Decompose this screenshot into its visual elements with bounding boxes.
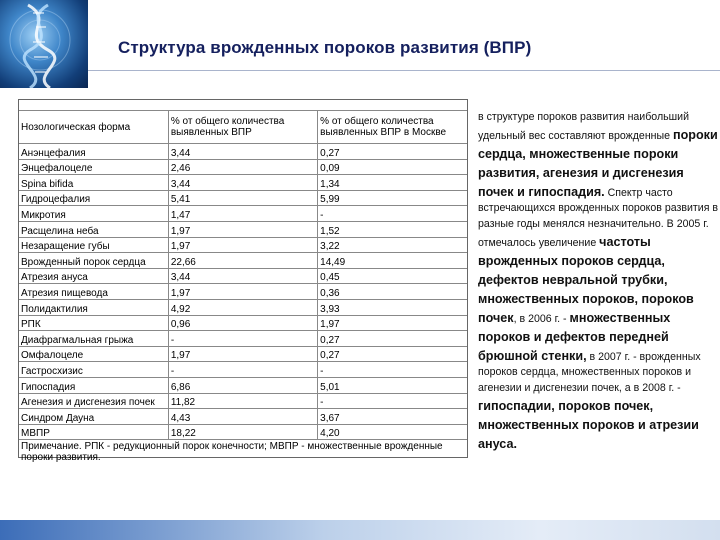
cell-percent-total: 1,97 — [168, 346, 317, 362]
table-row — [19, 377, 467, 393]
cell-percent-total: - — [168, 331, 317, 347]
table-row — [19, 424, 467, 440]
cell-percent-total: 11,82 — [168, 393, 317, 409]
cell-nosology: Атрезия пищевода — [19, 284, 168, 300]
cell-nosology: Омфалоцеле — [19, 346, 168, 362]
cell-percent-moscow: 0,27 — [318, 331, 467, 347]
cell-percent-moscow: 0,27 — [318, 346, 467, 362]
cell-nosology: Агенезия и дисгенезия почек — [19, 393, 168, 409]
cell-percent-total: 1,97 — [168, 221, 317, 237]
cell-percent-moscow: 14,49 — [318, 253, 467, 269]
table-row — [19, 253, 467, 269]
cell-nosology: Диафрагмальная грыжа — [19, 331, 168, 347]
cell-percent-total: 2,46 — [168, 159, 317, 175]
table-row — [19, 221, 467, 237]
cell-percent-moscow: 0,45 — [318, 268, 467, 284]
slide-title: Структура врожденных пороков развития (ВПР) — [118, 38, 532, 57]
cell-percent-total: 1,97 — [168, 284, 317, 300]
cell-percent-total: - — [168, 362, 317, 378]
cell-percent-total: 3,44 — [168, 175, 317, 191]
side-text-part: , в 2006 г. - — [513, 312, 570, 325]
cell-nosology: Синдром Дауна — [19, 409, 168, 425]
title-divider — [88, 70, 720, 71]
side-text-bold: гипоспадии, пороков почек, множественных пороков и атрезии ануса. — [478, 399, 699, 452]
cell-nosology: Расщелина неба — [19, 221, 168, 237]
cell-percent-moscow: 1,52 — [318, 221, 467, 237]
cell-nosology: Микротия — [19, 206, 168, 222]
cell-percent-total: 3,44 — [168, 144, 317, 160]
table-note: Примечание. РПК - редукционный порок конечности; МВПР - множественные врожденные пороки развития. — [21, 441, 443, 464]
table-empty-row — [19, 100, 467, 111]
cell-percent-moscow: 4,20 — [318, 424, 467, 440]
cell-nosology: Гастросхизис — [19, 362, 168, 378]
cell-percent-moscow: - — [318, 362, 467, 378]
dna-helix-icon — [0, 0, 88, 88]
cell-nosology: МВПР — [19, 424, 168, 440]
cell-percent-total: 6,86 — [168, 377, 317, 393]
cell-nosology: Гипоспадия — [19, 377, 168, 393]
data-table — [19, 100, 467, 467]
table-row — [19, 268, 467, 284]
cell-percent-total: 1,97 — [168, 237, 317, 253]
table-note-row — [19, 440, 467, 468]
table-row — [19, 409, 467, 425]
cell-nosology: Врожденный порок сердца — [19, 253, 168, 269]
footer-bar — [0, 520, 720, 540]
table-row — [19, 393, 467, 409]
cell-percent-moscow: 3,22 — [318, 237, 467, 253]
malformation-table — [18, 99, 468, 464]
table-row — [19, 144, 467, 160]
header-percent-moscow: % от общего количества выявленных ВПР в Москве — [318, 111, 467, 144]
cell-percent-total: 1,47 — [168, 206, 317, 222]
side-text-bold: множественных пороков и дефектов передней брюшной стенки, — [478, 310, 671, 363]
table-row — [19, 237, 467, 253]
table-row — [19, 206, 467, 222]
cell-nosology: Энцефалоцеле — [19, 159, 168, 175]
cell-percent-moscow: 0,27 — [318, 144, 467, 160]
cell-nosology: Spina bifida — [19, 175, 168, 191]
side-text-part: Спектр часто встречающихся врожденных пороков развития в разные годы менялся незначительно. В 2005 г. отмечалось увеличение — [478, 186, 719, 250]
table-row — [19, 175, 467, 191]
cell-nosology: Незаращение губы — [19, 237, 168, 253]
cell-percent-moscow: 0,36 — [318, 284, 467, 300]
table-row — [19, 346, 467, 362]
cell-nosology: Гидроцефалия — [19, 190, 168, 206]
side-text-bold: частоты врожденных пороков сердца, дефектов невральной трубки, множественных пороков, пороков почек — [478, 235, 694, 325]
cell-percent-moscow: - — [318, 393, 467, 409]
cell-percent-moscow: 0,09 — [318, 159, 467, 175]
side-text-bold: пороки сердца, множественные пороки развития, агенезия и дисгенезия почек и гипоспадия. — [478, 127, 718, 199]
dna-logo-image — [0, 0, 88, 88]
cell-percent-total: 4,92 — [168, 299, 317, 315]
cell-percent-moscow: 5,99 — [318, 190, 467, 206]
cell-percent-moscow: 3,93 — [318, 299, 467, 315]
side-text-part: в 2007 г. - врожденных пороков сердца, множественных пороков и агенезии и дисгенезии почек, а в 2008 г. - — [478, 350, 701, 395]
cell-nosology: Анэнцефалия — [19, 144, 168, 160]
header-nosology: Нозологическая форма — [19, 111, 168, 144]
table-row — [19, 331, 467, 347]
cell-percent-moscow: 1,34 — [318, 175, 467, 191]
cell-percent-total: 0,96 — [168, 315, 317, 331]
cell-percent-moscow: 5,01 — [318, 377, 467, 393]
side-text — [478, 110, 720, 454]
cell-percent-total: 22,66 — [168, 253, 317, 269]
cell-percent-total: 4,43 — [168, 409, 317, 425]
cell-percent-total: 3,44 — [168, 268, 317, 284]
table-row — [19, 315, 467, 331]
cell-nosology: Полидактилия — [19, 299, 168, 315]
cell-percent-moscow: 1,97 — [318, 315, 467, 331]
table-row — [19, 299, 467, 315]
cell-percent-moscow: 3,67 — [318, 409, 467, 425]
cell-percent-total: 5,41 — [168, 190, 317, 206]
cell-percent-total: 18,22 — [168, 424, 317, 440]
cell-nosology: РПК — [19, 315, 168, 331]
table-row — [19, 190, 467, 206]
cell-nosology: Атрезия ануса — [19, 268, 168, 284]
table-row — [19, 362, 467, 378]
table-row — [19, 284, 467, 300]
table-row — [19, 159, 467, 175]
header-percent-total: % от общего количества выявленных ВПР — [168, 111, 317, 144]
side-text-part: в структуре пороков развития наибольший удельный вес составляют врожденные — [478, 111, 689, 142]
cell-percent-moscow: - — [318, 206, 467, 222]
table-header-row — [19, 111, 467, 144]
